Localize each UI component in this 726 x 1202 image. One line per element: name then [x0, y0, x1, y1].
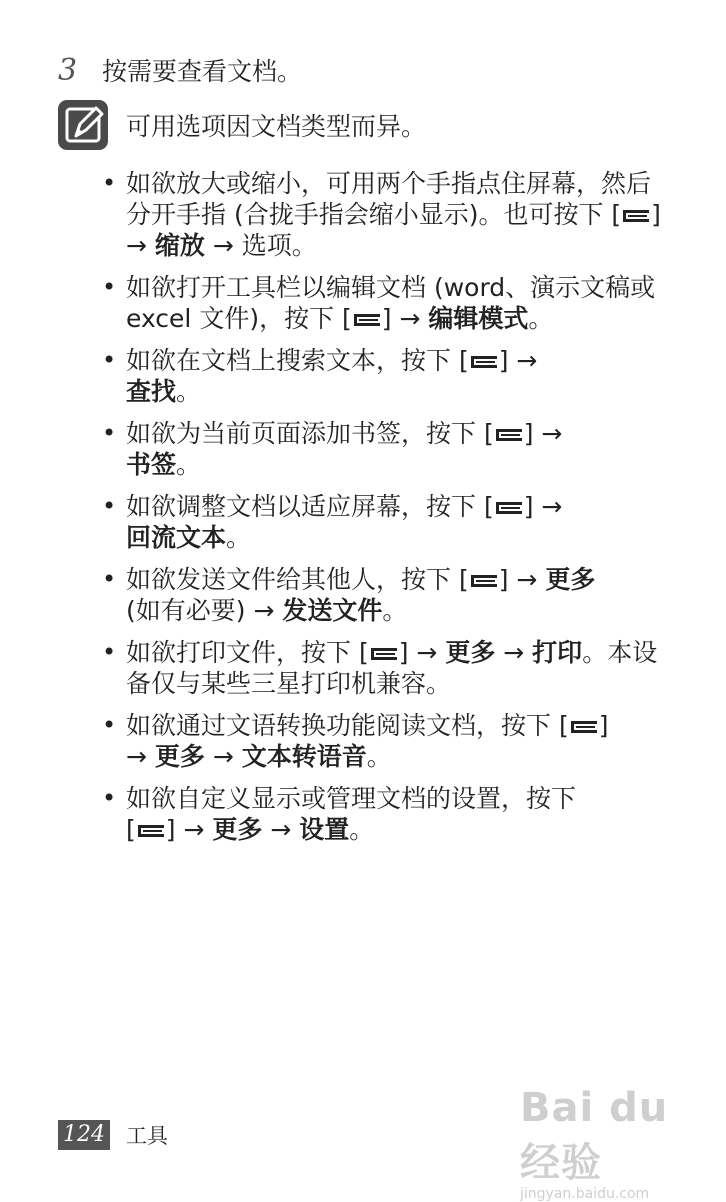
- item-text: 。: [176, 450, 202, 479]
- menu-key-icon: [496, 502, 522, 514]
- item-text: ] →: [381, 304, 429, 333]
- option-list: [100, 168, 670, 856]
- menu-option-label: 更多: [154, 742, 205, 771]
- list-item: [100, 491, 670, 553]
- menu-option-label: 书签: [126, 450, 177, 479]
- menu-key-icon: [496, 429, 522, 441]
- menu-option-label: 打印: [532, 638, 583, 667]
- item-text: 如欲打印文件，按下 [: [126, 638, 369, 667]
- item-text: ] →: [398, 638, 446, 667]
- menu-option-label: 更多: [445, 638, 496, 667]
- section-label: 工具: [126, 1124, 168, 1148]
- item-text: 如欲放大或缩小，可用两个手指点住屏幕，然后分开手指 (合拢手指会缩小显示)。也可按下 [: [126, 169, 652, 229]
- list-item: [100, 345, 670, 407]
- step-text: 按需要查看文档。: [102, 57, 303, 86]
- item-text: ] →: [165, 815, 213, 844]
- list-item: [100, 783, 670, 845]
- item-text: 。: [382, 596, 408, 625]
- item-text: →: [262, 815, 300, 844]
- item-text: 。: [528, 304, 554, 333]
- item-text: 如欲通过文语转换功能阅读文档，按下 [: [126, 711, 569, 740]
- menu-key-icon: [571, 721, 597, 733]
- menu-option-label: 更多: [545, 565, 596, 594]
- list-item: [100, 418, 670, 480]
- item-text: → 选项。: [204, 231, 317, 260]
- item-text: ] →: [498, 565, 546, 594]
- item-text: 。: [176, 377, 202, 406]
- page-footer: [58, 1120, 168, 1150]
- note-text: 可用选项因文档类型而异。: [126, 112, 427, 141]
- item-text: ] →: [126, 200, 661, 260]
- list-item: [100, 168, 670, 261]
- item-text: (如有必要) →: [126, 596, 283, 625]
- menu-key-icon: [471, 575, 497, 587]
- menu-option-label: 发送文件: [282, 596, 383, 625]
- item-text: →: [204, 742, 242, 771]
- item-text: ] →: [523, 419, 563, 448]
- menu-option-label: 查找: [126, 377, 177, 406]
- menu-key-icon: [623, 210, 649, 222]
- item-text: 。: [366, 742, 392, 771]
- note-pencil-icon: [58, 100, 108, 150]
- item-text: 。: [349, 815, 375, 844]
- item-text: 。本设备仅与某些三星打印机兼容。: [126, 638, 658, 698]
- menu-option-label: 更多: [212, 815, 263, 844]
- step-number: 3: [58, 53, 78, 88]
- menu-key-icon: [354, 314, 380, 326]
- menu-option-label: 缩放: [154, 231, 205, 260]
- item-text: 如欲调整文档以适应屏幕，按下 [: [126, 492, 494, 521]
- list-item: [100, 272, 670, 334]
- watermark-logo: Bai du 经验: [520, 1085, 669, 1186]
- menu-option-label: 编辑模式: [428, 304, 529, 333]
- step-header: [58, 52, 302, 88]
- item-text: →: [126, 742, 155, 771]
- menu-option-label: 文本转语音: [241, 742, 367, 771]
- item-text: 如欲在文档上搜索文本，按下 [: [126, 346, 469, 375]
- item-text: ] →: [523, 492, 563, 521]
- item-text: ] →: [498, 346, 538, 375]
- baidu-watermark: [520, 1085, 690, 1202]
- list-item: [100, 710, 670, 772]
- page-number: 124: [58, 1120, 110, 1150]
- menu-option-label: 回流文本: [126, 523, 227, 552]
- menu-key-icon: [471, 356, 497, 368]
- item-text: →: [495, 638, 533, 667]
- menu-key-icon: [138, 825, 164, 837]
- item-text: 如欲为当前页面添加书签，按下 [: [126, 419, 494, 448]
- item-text: ]: [598, 711, 609, 740]
- item-text: 如欲自定义显示或管理文档的设置，按下: [126, 784, 577, 813]
- menu-key-icon: [371, 648, 397, 660]
- item-text: [: [126, 815, 136, 844]
- note-box: [58, 100, 426, 150]
- watermark-url: jingyan.baidu.com: [520, 1186, 650, 1202]
- menu-option-label: 设置: [299, 815, 350, 844]
- item-text: 如欲打开工具栏以编辑文档 (word、演示文稿或 excel 文件)，按下 [: [126, 273, 656, 333]
- list-item: [100, 637, 670, 699]
- list-item: [100, 564, 670, 626]
- item-text: 。: [226, 523, 252, 552]
- item-text: 如欲发送文件给其他人，按下 [: [126, 565, 469, 594]
